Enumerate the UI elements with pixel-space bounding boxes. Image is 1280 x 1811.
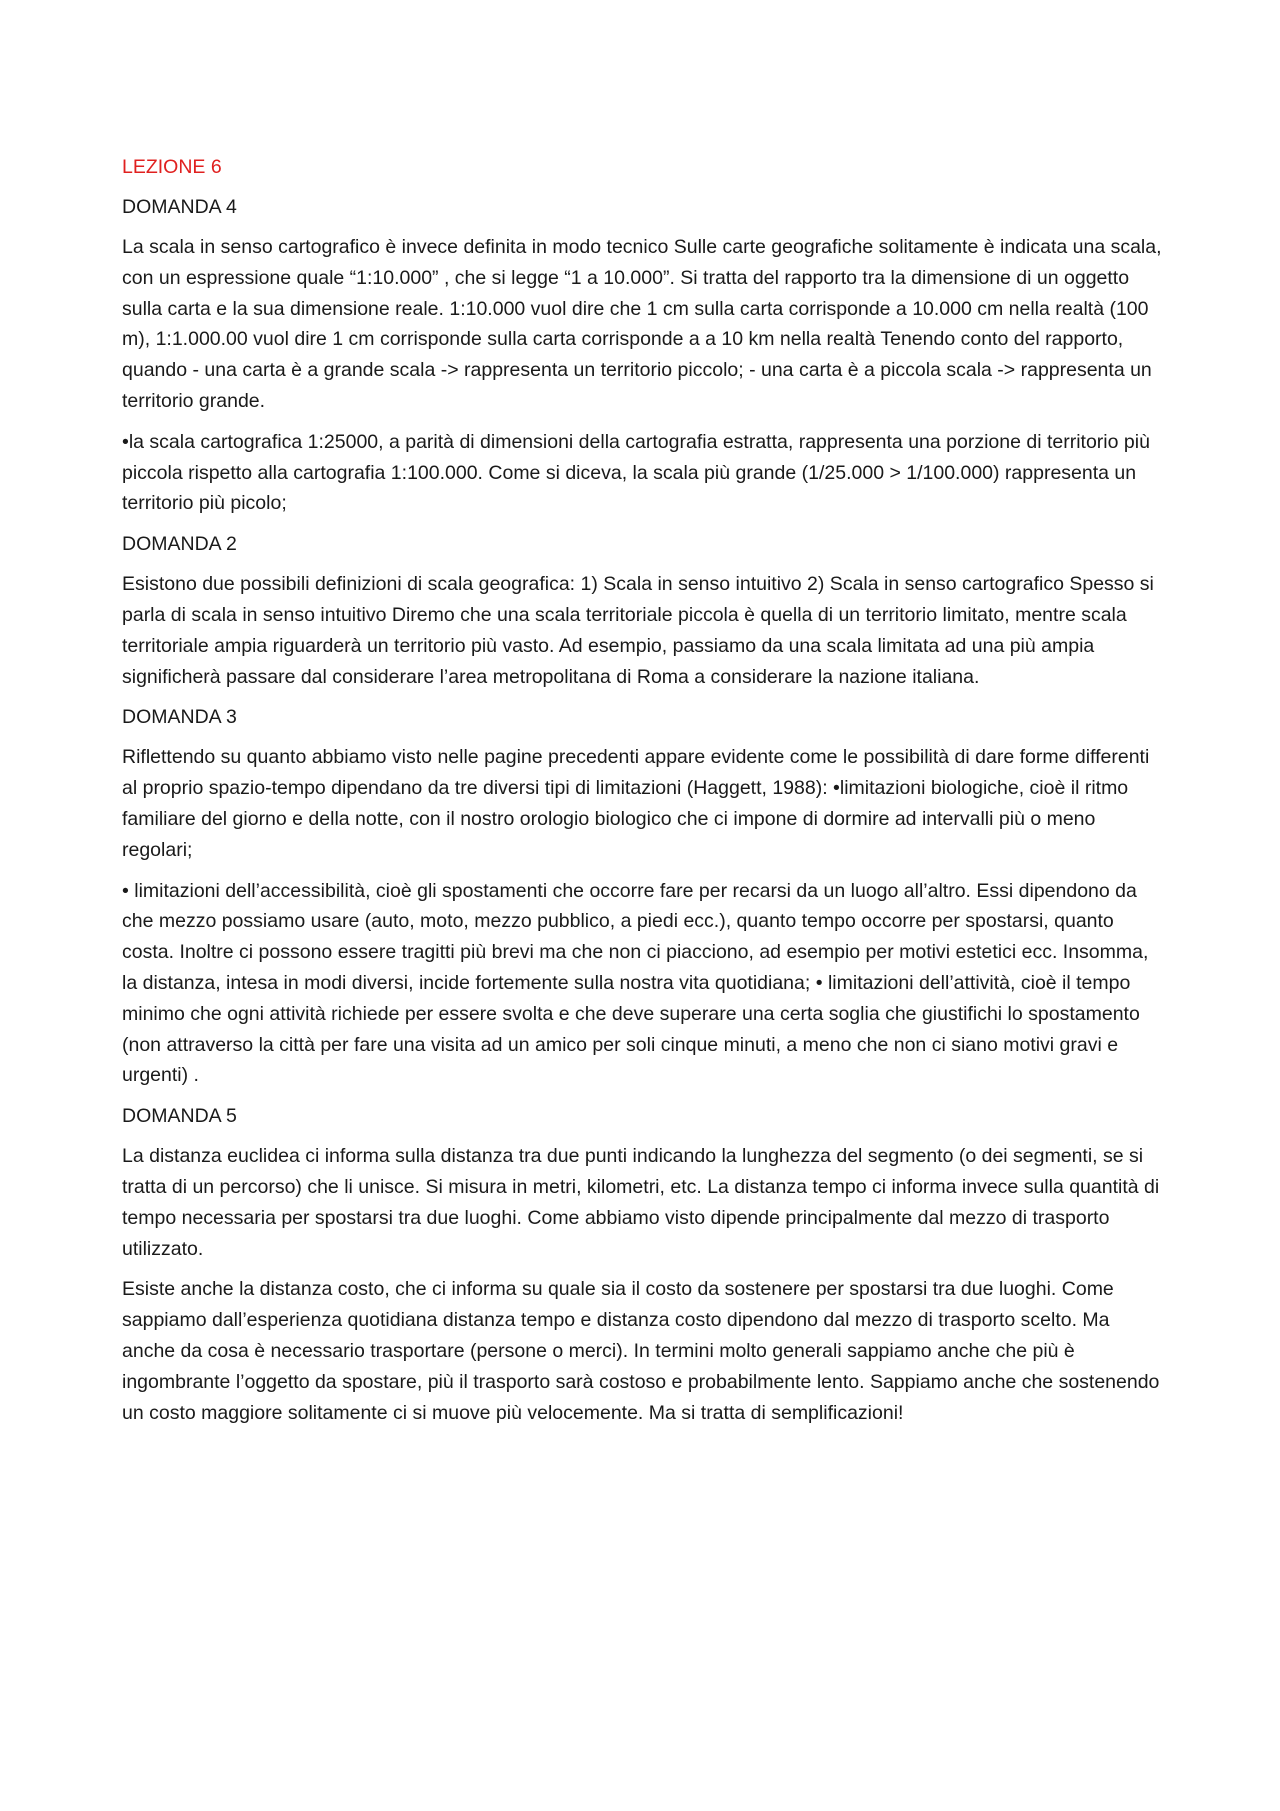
section-heading-domanda-4: DOMANDA 4 xyxy=(122,196,237,218)
paragraph: •la scala cartografica 1:25000, a parità di dimensioni della cartografia estratta, rappresenta una porzione di territorio più piccola rispetto alla cartografia 1:100.000. Come si diceva, la scala più grande (1/25.000 > 1/100.000) rappresenta un territorio più picolo; xyxy=(122,430,1150,515)
paragraph: Riflettendo su quanto abbiamo visto nelle pagine precedenti appare evidente come le possibilità di dare forme differenti al proprio spazio-tempo dipendano da tre diversi tipi di limitazioni (Haggett, 1988): •limitazioni biologiche, cioè il ritmo familiare del giorno e della notte, con il nostro orologio biologico che ci impone di dormire ad intervalli più o meno regolari; xyxy=(122,746,1150,861)
paragraph: • limitazioni dell’accessibilità, cioè gli spostamenti che occorre fare per recarsi da un luogo all’altro. Essi dipendono da che mezzo possiamo usare (auto, moto, mezzo pubblico, a piedi ecc.), quanto tempo occorre per spostarsi, quanto costa. Inoltre ci possono essere tragitti più brevi ma che non ci piacciono, ad esempio per motivi estetici ecc. Insomma, la distanza, intesa in modi diversi, incide fortemente sulla nostra vita quotidiana; • limitazioni dell’attività, cioè il tempo minimo che ogni attività richiede per essere svolta e che deve superare una certa soglia che giustifichi lo spostamento (non attraverso la città per fare una visita ad un amico per soli cinque minuti, a meno che non ci siano motivi gravi e urgenti) . xyxy=(122,879,1149,1087)
paragraph: La distanza euclidea ci informa sulla distanza tra due punti indicando la lunghezza del segmento (o dei segmenti, se si tratta di un percorso) che li unisce. Si misura in metri, kilometri, etc. La distanza tempo ci informa invece sulla quantità di tempo necessaria per spostarsi tra due luoghi. Come abbiamo visto dipende principalmente dal mezzo di trasporto utilizzato. xyxy=(122,1145,1160,1260)
section-heading-domanda-3: DOMANDA 3 xyxy=(122,706,237,729)
lesson-title: LEZIONE 6 xyxy=(122,156,222,178)
section-heading-domanda-5: DOMANDA 5 xyxy=(122,1105,237,1128)
paragraph: La scala in senso cartografico è invece definita in modo tecnico Sulle carte geografiche solitamente è indicata una scala, con un espressione quale “1:10.000” , che si legge “1 a 10.000”. Si tratta del rapporto tra la dimensione di un oggetto sulla carta e la sua dimensione reale. 1:10.000 vuol dire che 1 cm sulla carta corrisponde a 10.000 cm nella realtà (100 m), 1:1.000.00 vuol dire 1 cm corrisponde sulla carta corrisponde a a 10 km nella realtà Tenendo conto del rapporto, quando - una carta è a grande scala -> rappresenta un territorio piccolo; - una carta è a piccola scala -> rappresenta un territorio grande. xyxy=(122,236,1162,412)
paragraph: Esistono due possibili definizioni di scala geografica: 1) Scala in senso intuitivo 2) Scala in senso cartografico Spesso si parla di scala in senso intuitivo Diremo che una scala territoriale piccola è quella di un territorio limitato, mentre scala territoriale ampia riguarderà un territorio più vasto. Ad esempio, passiamo da una scala limitata ad una più ampia significherà passare dal considerare l’area metropolitana di Roma a considerare la nazione italiana. xyxy=(122,573,1154,688)
paragraph: Esiste anche la distanza costo, che ci informa su quale sia il costo da sostenere per spostarsi tra due luoghi. Come sappiamo dall’esperienza quotidiana distanza tempo e distanza costo dipendono dal mezzo di trasporto scelto. Ma anche da cosa è necessario trasportare (persone o merci). In termini molto generali sappiamo anche che più è ingombrante l’oggetto da spostare, più il trasporto sarà costoso e probabilmente lento. Sappiamo anche che sostenendo un costo maggiore solitamente ci si muove più velocemente. Ma si tratta di semplificazioni! xyxy=(122,1278,1160,1424)
document-page xyxy=(122,152,1167,1438)
section-heading-domanda-2: DOMANDA 2 xyxy=(122,533,237,556)
